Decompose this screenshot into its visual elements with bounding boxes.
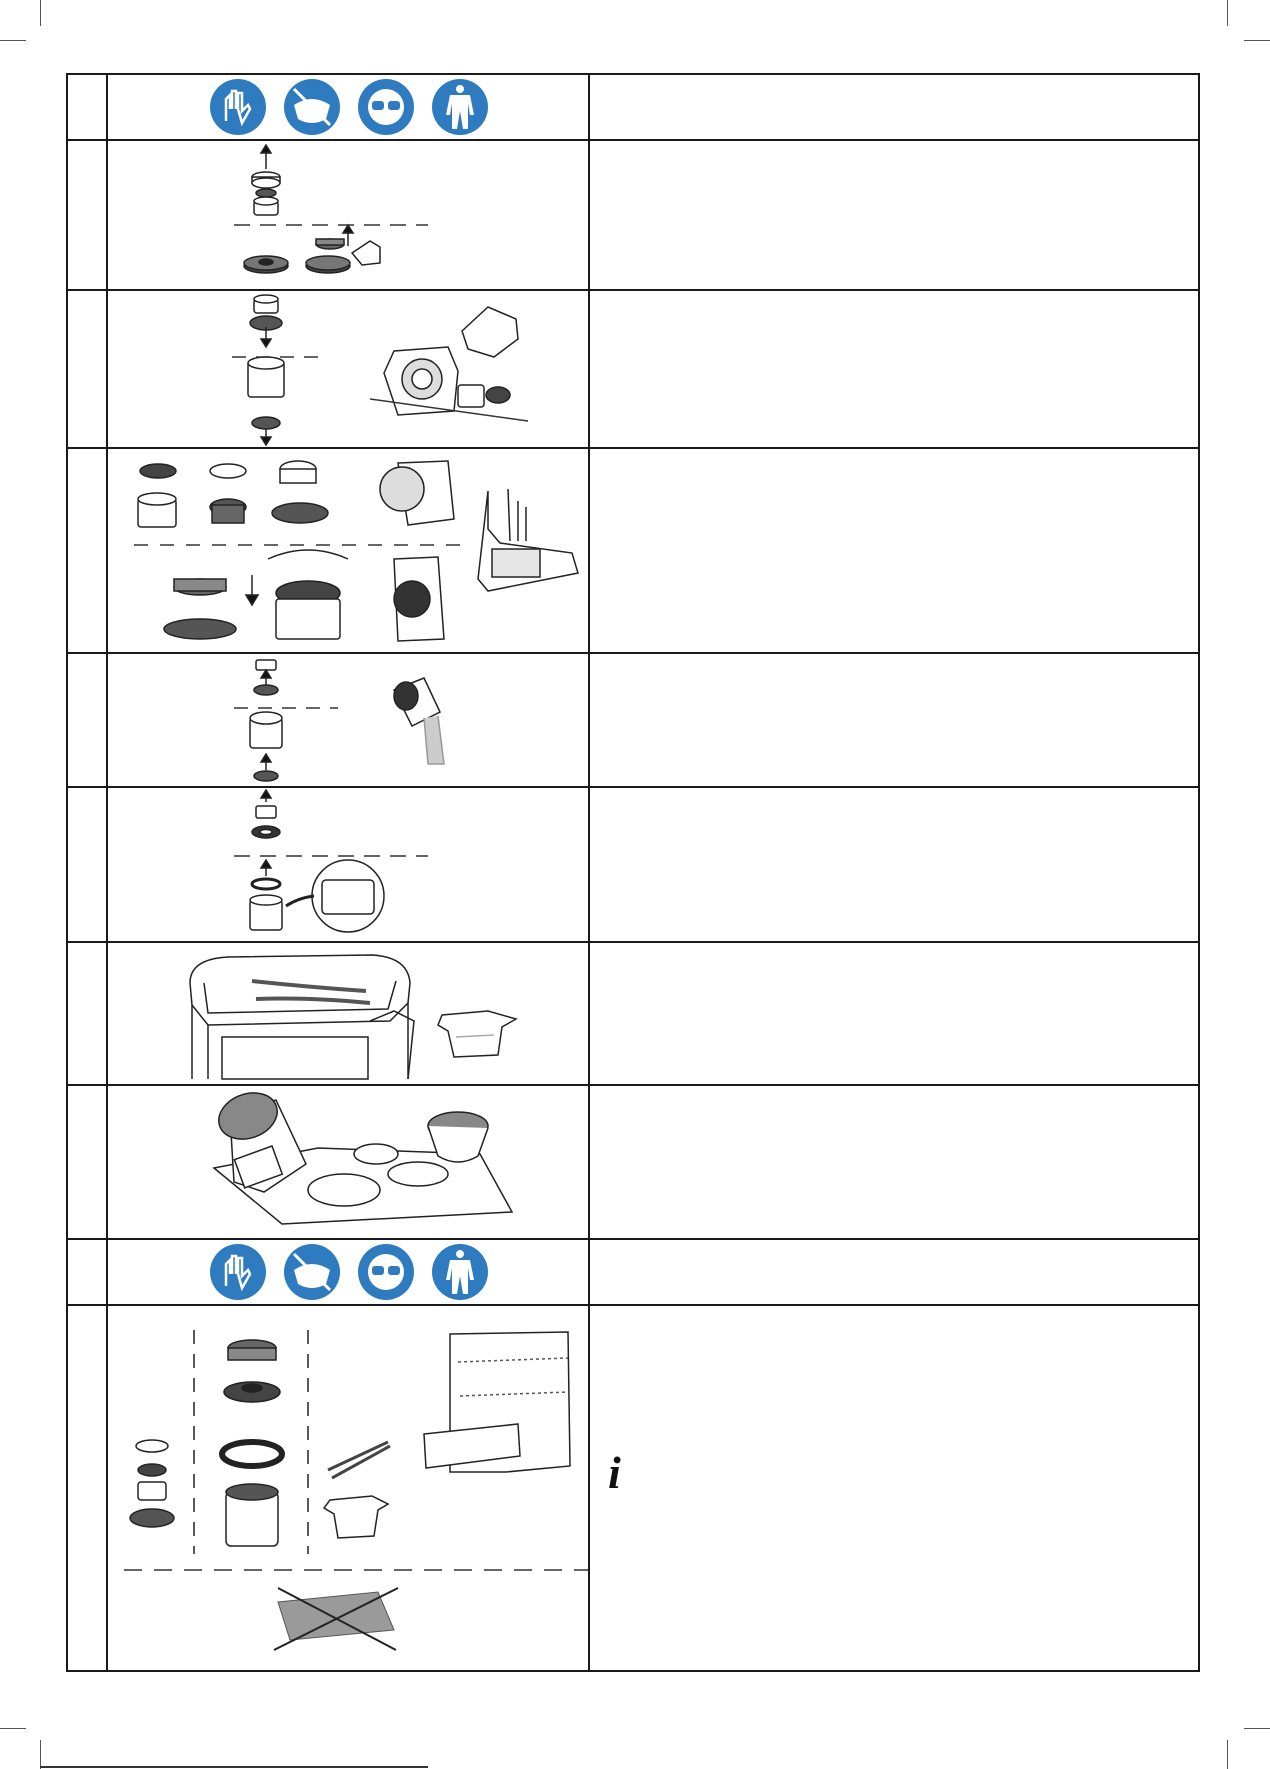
step-text-cell	[589, 290, 1199, 448]
step-illustration-cell	[107, 653, 589, 787]
illustration-empty-container	[108, 654, 588, 786]
table-row	[67, 140, 1199, 290]
step-illustration-cell	[107, 1085, 589, 1239]
step-illustration-cell	[107, 290, 589, 448]
step-illustration-cell	[107, 140, 589, 290]
coverall-icon	[432, 79, 488, 135]
goggles-icon	[358, 1244, 414, 1300]
step-text-cell	[589, 448, 1199, 653]
table-row	[67, 787, 1199, 942]
table-row	[67, 1085, 1199, 1239]
crop-mark	[1227, 0, 1228, 26]
illustration-cartridge-into-machine	[108, 291, 588, 447]
step-illustration-cell	[107, 448, 589, 653]
illustration-remove-seal-ring	[108, 788, 588, 941]
step-text-cell	[589, 787, 1199, 942]
crop-mark	[1244, 1728, 1270, 1729]
step-text-cell	[589, 1305, 1199, 1671]
step-illustration-cell	[107, 942, 589, 1085]
illustration-ultrasonic-bath	[108, 943, 588, 1084]
crop-mark	[40, 0, 41, 26]
gloves-icon	[210, 1244, 266, 1300]
illustration-drying-on-mat	[108, 1086, 588, 1238]
step-text-cell	[589, 653, 1199, 787]
illustration-disassemble-lid	[108, 141, 588, 289]
step-number-cell	[67, 74, 107, 140]
crop-mark	[40, 1740, 41, 1769]
crop-mark	[1244, 40, 1270, 41]
step-number-cell	[67, 787, 107, 942]
crop-mark	[1227, 1740, 1228, 1769]
step-number-cell	[67, 942, 107, 1085]
step-illustration-cell	[107, 1239, 589, 1305]
crop-mark	[0, 1728, 26, 1729]
step-number-cell	[67, 653, 107, 787]
step-text-cell	[589, 1239, 1199, 1305]
steps-table	[66, 73, 1200, 1672]
illustration-assemble-and-press	[108, 449, 588, 652]
step-number-cell	[67, 1085, 107, 1239]
table-row	[67, 942, 1199, 1085]
step-illustration-cell	[107, 74, 589, 140]
info-icon: i	[608, 1447, 621, 1498]
step-number-cell	[67, 1305, 107, 1671]
table-row	[67, 290, 1199, 448]
disposal-crossed-out	[274, 1588, 398, 1650]
goggles-icon	[358, 79, 414, 135]
bottom-rule	[40, 1766, 428, 1768]
crop-mark	[0, 40, 26, 41]
step-number-cell	[67, 448, 107, 653]
step-number-cell	[67, 1239, 107, 1305]
mask-icon	[284, 79, 340, 135]
table-row	[67, 448, 1199, 653]
coverall-icon	[432, 1244, 488, 1300]
ppe-icons	[108, 75, 588, 139]
step-text-cell	[589, 140, 1199, 290]
step-number-cell	[67, 290, 107, 448]
gloves-icon	[210, 79, 266, 135]
step-illustration-cell	[107, 1305, 589, 1671]
step-number-cell	[67, 140, 107, 290]
step-text-cell	[589, 942, 1199, 1085]
step-text-cell	[589, 74, 1199, 140]
mask-icon	[284, 1244, 340, 1300]
step-illustration-cell	[107, 787, 589, 942]
table-row	[67, 1239, 1199, 1305]
illustration-dishwasher-and-disposal	[108, 1306, 588, 1670]
table-row	[67, 1305, 1199, 1671]
step-text-cell	[589, 1085, 1199, 1239]
table-row	[67, 74, 1199, 140]
table-row	[67, 653, 1199, 787]
ppe-icons	[108, 1240, 588, 1304]
